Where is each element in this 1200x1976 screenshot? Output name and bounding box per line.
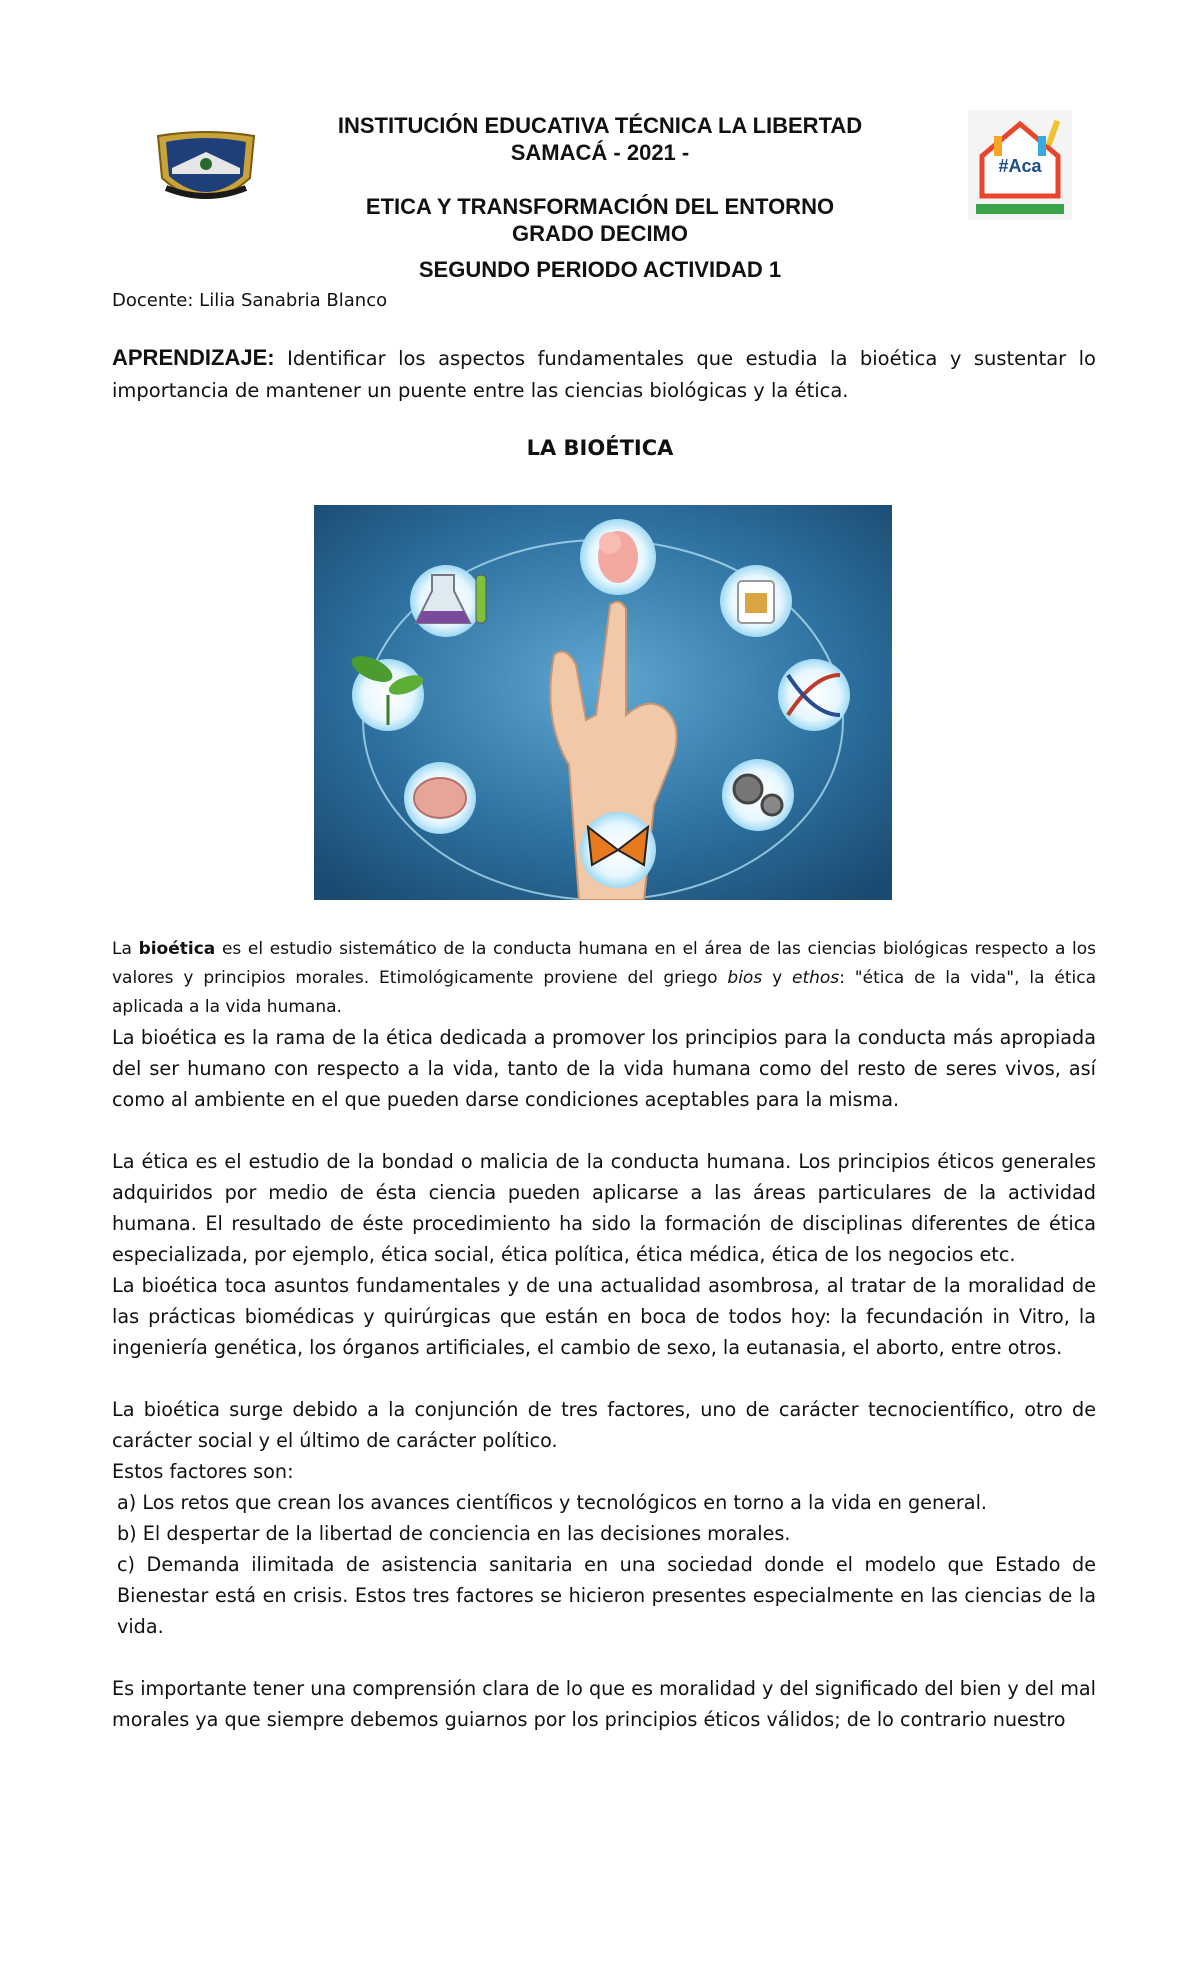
- bioethics-illustration: [314, 505, 892, 900]
- institution-name: INSTITUCIÓN EDUCATIVA TÉCNICA LA LIBERTAD: [337, 113, 863, 138]
- grade-title: GRADO DECIMO: [512, 221, 688, 246]
- location-year: SAMACÁ - 2021 -: [510, 140, 690, 165]
- school-crest-logo: [150, 128, 262, 212]
- butterfly-icon: [580, 812, 656, 888]
- teacher-name: Docente: Lilia Sanabria Blanco: [112, 290, 388, 311]
- period-activity-title: SEGUNDO PERIODO ACTIVIDAD 1: [418, 257, 782, 282]
- intro-ethos: ethos: [792, 968, 840, 988]
- dna-icon: [778, 659, 850, 731]
- brain-icon: [404, 762, 476, 834]
- intro-bios: bios: [727, 968, 763, 988]
- body-text: [112, 1022, 1096, 1735]
- paragraph-2: La ética es el estudio de la bondad o malicia de la conducta humana. Los principios éticos generales adquiridos por medio de ésta ciencia pueden aplicarse a las áreas particulares de la actividad humana. El resultado de éste procedimiento ha sido la formación de disciplinas diferentes de ética especializada, por ejemplo, ética social, ética política, ética médica, ética de los negocios etc.: [112, 1150, 1096, 1266]
- learning-objective: [112, 342, 1096, 407]
- intro-paragraph: [112, 935, 1096, 1022]
- learning-objective-text: Identificar los aspectos fundamentales que estudia la bioética y sustentar lo importancia de mantener un puente entre las ciencias biológicas y la ética.: [112, 347, 1096, 402]
- factor-c: c) Demanda ilimitada de asistencia sanitaria en una sociedad donde el modelo que Estado de Bienestar está en crisis. Estos tres factores se hicieron presentes especialmente en las ciencias de la vida.: [117, 1553, 1096, 1638]
- section-title: LA BIOÉTICA: [526, 436, 674, 460]
- paragraph-4: La bioética surge debido a la conjunción de tres factores, uno de carácter tecnocientífico, otro de carácter social y el último de carácter político.: [112, 1398, 1096, 1452]
- intro-part1: es el estudio sistemático de la conducta humana en el área de las ciencias biológicas respecto a los valores y principios morales. Etimológicamente proviene del griego: [112, 939, 1096, 988]
- paragraph-1: La bioética es la rama de la ética dedicada a promover los principios para la conducta más apropiada del ser humano con respecto a la vida, tanto de la vida humana como del resto de seres vivos, así como al ambiente en el que pueden darse condiciones aceptables para la misma.: [112, 1026, 1096, 1111]
- factor-a: a) Los retos que crean los avances científicos y tecnológicos en torno a la vida en general.: [117, 1491, 987, 1514]
- intro-y: y: [762, 968, 793, 988]
- paragraph-3: La bioética toca asuntos fundamentales y de una actualidad asombrosa, al tratar de la moralidad de las prácticas biomédicas y quirúrgicas que están en boca de todos hoy: la fecundación in Vitro, la ingeniería genética, los órganos artificiales, el cambio de sexo, la eutanasia, el aborto, entre otros.: [112, 1274, 1096, 1359]
- learning-objective-label: APRENDIZAJE:: [112, 345, 275, 370]
- paragraph-5: Estos factores son:: [112, 1460, 294, 1483]
- intro-prefix: La: [112, 939, 139, 959]
- factor-b: b) El despertar de la libertad de conciencia en las decisiones morales.: [117, 1522, 791, 1545]
- aprender-en-casa-logo: [968, 110, 1072, 220]
- svg-text:#Aca: #Aca: [998, 156, 1042, 176]
- paragraph-6: Es importante tener una comprensión clara de lo que es moralidad y del significado del bien y del mal morales ya que siempre debemos guiarnos por los principios éticos válidos; de lo contrario nuestro: [112, 1677, 1096, 1731]
- subject-title: ETICA Y TRANSFORMACIÓN DEL ENTORNO: [365, 194, 835, 219]
- gears-icon: [722, 759, 794, 831]
- intro-part2: : "ética de la vida", la ética aplicada a la vida humana.: [112, 968, 1096, 1017]
- sim-card-icon: [720, 565, 792, 637]
- fetus-icon: [580, 519, 656, 595]
- intro-term: bioética: [138, 939, 216, 959]
